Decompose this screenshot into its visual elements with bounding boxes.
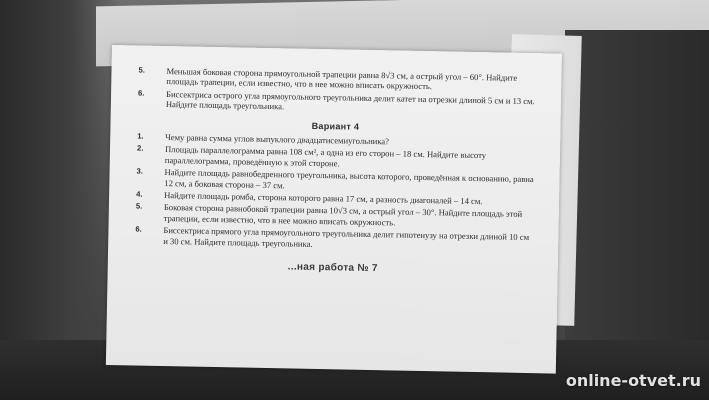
problem-number: 4. [136,189,143,199]
right-dark-strip [565,30,709,340]
variant-title: Вариант 4 [311,120,360,132]
problem-text: Площадь параллелограмма равна 108 см², а одна из его сторон – 18 см. Найдите высоту параллелограмма, проведённую к этой стороне. [164,144,487,169]
problem-text: Найдите площадь равнобедренного треугольника, высота которого, проведённая к основанию, равна 12 см, а боковая сторона – 37 см. [164,167,534,190]
problem-number: 5. [135,201,143,212]
problem-number: 2. [136,143,144,154]
footer-title: ...ная работа № 7 [287,261,378,275]
problem-text: Чему равна сумма углов выпуклого двадцатисемиугольника? [165,132,390,147]
problem-number: 5. [138,65,145,75]
problem-text: Биссектриса острого угла прямоугольного треугольника делит катет на отрезки длиной 5 см и 13 см. Найдите площадь треугольника. [165,88,535,112]
problem-text: Найдите площадь ромба, сторона которого равна 17 см, а разность диагоналей – 14 см. [164,190,483,207]
problem-number: 6. [138,88,145,98]
problem-number: 6. [135,224,142,234]
problem-text: Биссектриса прямого угла прямоугольного треугольника делит гипотенузу на отрезки длиной 10 см и 30 см. Найдите площадь треугольника. [163,225,530,249]
problem-number: 1. [137,131,144,141]
worksheet-content [133,65,537,277]
problem-text: Меньшая боковая сторона прямоугольной трапеции равна 8√3 см, а острый угол – 60°. Найдите площадь трапеции, если известно, что в нее можно вписать окружность. [166,66,518,92]
watermark-text: online-otvet.ru [565,371,701,390]
problem-text: Боковая сторона равнобокой трапеции равна 10√3 см, а острый угол – 30°. Найдите площадь этой трапеции, если известно, что в нее можно вписать окружность. [163,202,523,228]
worksheet-paper [106,45,562,374]
problem-number: 3. [136,166,144,176]
